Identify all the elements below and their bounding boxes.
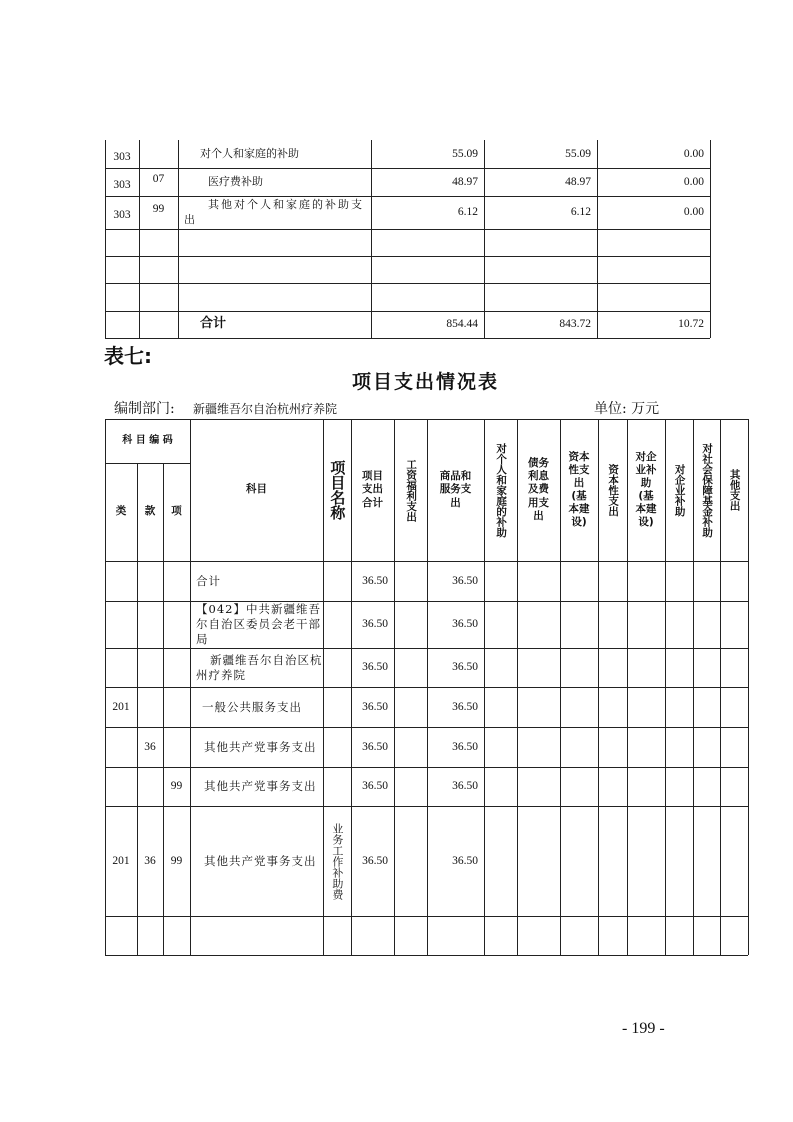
row-subject-text: 合计 bbox=[196, 573, 221, 588]
row-project-name-text: 业务工作补助费 bbox=[330, 822, 344, 900]
top-row-subject bbox=[178, 283, 371, 311]
header-goods bbox=[427, 419, 484, 561]
row-lei bbox=[105, 767, 137, 806]
row-lei bbox=[105, 916, 137, 955]
row-goods bbox=[427, 601, 484, 648]
row-kuan bbox=[137, 561, 163, 601]
row-project-name bbox=[323, 601, 351, 648]
top-total-value-text: 854.44 bbox=[446, 318, 478, 331]
header-lei bbox=[105, 463, 137, 561]
top-row-value bbox=[371, 283, 484, 311]
top-total-label bbox=[178, 311, 371, 338]
top-total-value-text: 10.72 bbox=[678, 318, 704, 331]
top-row-subject bbox=[178, 140, 371, 168]
top-row-value-text: 6.12 bbox=[457, 206, 478, 219]
row-goods bbox=[427, 916, 484, 955]
row-project-total bbox=[351, 648, 394, 687]
table-rule-horizontal bbox=[105, 955, 748, 956]
top-row-value bbox=[484, 140, 597, 168]
top-row-lei bbox=[105, 262, 139, 283]
row-project-name bbox=[323, 648, 351, 687]
row-kuan bbox=[137, 648, 163, 687]
row-goods bbox=[427, 806, 484, 916]
header-subject bbox=[190, 419, 323, 561]
row-kuan bbox=[137, 767, 163, 806]
header-enterprise-text: 对企业补助 bbox=[673, 463, 686, 517]
top-row-value bbox=[597, 168, 710, 196]
top-row-value bbox=[597, 140, 710, 168]
row-project-name bbox=[323, 561, 351, 601]
row-subject bbox=[190, 687, 323, 727]
row-subject-text: 其他共产党事务支出 bbox=[204, 739, 317, 754]
header-debt-text: 债务利息及费用支出 bbox=[527, 457, 549, 522]
top-row-value bbox=[484, 196, 597, 229]
row-project-name bbox=[323, 727, 351, 767]
row-subject bbox=[190, 767, 323, 806]
row-project-total bbox=[351, 601, 394, 648]
row-xiang bbox=[163, 561, 190, 601]
top-row-value bbox=[371, 196, 484, 229]
header-xiang-text: 项 bbox=[171, 505, 182, 518]
table-rule-vertical bbox=[748, 419, 749, 955]
row-xiang bbox=[163, 727, 190, 767]
row-goods-text: 36.50 bbox=[452, 661, 478, 674]
row-xiang bbox=[163, 687, 190, 727]
row-goods bbox=[427, 727, 484, 767]
top-row-kuan-text: 07 bbox=[152, 172, 165, 185]
top-row-value bbox=[371, 168, 484, 196]
top-row-lei-text: 303 bbox=[113, 209, 131, 222]
row-project-total-text: 36.50 bbox=[362, 700, 388, 713]
row-goods-text: 36.50 bbox=[452, 618, 478, 631]
header-salary-text: 工资福利支出 bbox=[405, 458, 418, 522]
table-rule-horizontal bbox=[105, 338, 710, 339]
top-row-subject bbox=[178, 229, 371, 256]
row-xiang bbox=[163, 806, 190, 916]
row-project-name bbox=[323, 916, 351, 955]
header-other-text: 其他支出 bbox=[728, 469, 741, 511]
row-kuan-text: 36 bbox=[144, 740, 156, 753]
row-project-total bbox=[351, 687, 394, 727]
row-lei bbox=[105, 648, 137, 687]
row-kuan bbox=[137, 806, 163, 916]
top-row-lei bbox=[105, 174, 139, 196]
top-row-kuan bbox=[139, 229, 178, 250]
top-row-subject bbox=[178, 256, 371, 283]
top-row-lei bbox=[105, 202, 139, 229]
row-kuan bbox=[137, 916, 163, 955]
top-row-value bbox=[371, 229, 484, 256]
row-project-total bbox=[351, 916, 394, 955]
row-project-total-text: 36.50 bbox=[362, 574, 388, 587]
header-goods-text: 商品和服务支出 bbox=[439, 470, 472, 509]
top-row-value bbox=[484, 168, 597, 196]
row-subject bbox=[190, 806, 323, 916]
top-row-lei-text: 303 bbox=[113, 150, 131, 163]
table-title: 项目支出情况表 bbox=[352, 371, 500, 393]
row-project-total-text: 36.50 bbox=[362, 618, 388, 631]
header-capital-base-text: 资本性支出(基本建设) bbox=[568, 450, 590, 529]
header-capital bbox=[598, 419, 627, 561]
row-subject bbox=[190, 648, 323, 687]
row-xiang bbox=[163, 916, 190, 955]
header-kuan-text: 款 bbox=[144, 505, 156, 518]
row-lei-text: 201 bbox=[112, 854, 130, 867]
row-goods-text: 36.50 bbox=[452, 700, 478, 713]
top-row-value bbox=[484, 256, 597, 283]
row-xiang-text: 99 bbox=[170, 854, 183, 867]
header-enterprise bbox=[665, 419, 693, 561]
header-social-text: 对社会保障基金补助 bbox=[701, 442, 714, 538]
header-code-group bbox=[105, 419, 190, 463]
top-row-value bbox=[371, 256, 484, 283]
row-lei bbox=[105, 561, 137, 601]
header-xiang bbox=[163, 463, 190, 561]
top-total-value bbox=[371, 311, 484, 338]
top-total-label-text: 合计 bbox=[200, 316, 227, 332]
top-row-value-text: 6.12 bbox=[570, 206, 591, 219]
row-subject-text: 其他共产党事务支出 bbox=[204, 779, 317, 794]
row-kuan bbox=[137, 687, 163, 727]
header-project-total-text: 项目支出合计 bbox=[361, 470, 383, 509]
row-lei bbox=[105, 727, 137, 767]
row-project-total-text: 36.50 bbox=[362, 780, 388, 793]
section-label: 表七: bbox=[104, 344, 152, 368]
dept-label: 编制部门: bbox=[114, 401, 175, 417]
top-total-value bbox=[597, 311, 710, 338]
header-subject-text: 科目 bbox=[246, 483, 267, 496]
row-goods bbox=[427, 767, 484, 806]
top-row-subject-text: 对个人和家庭的补助 bbox=[200, 146, 299, 160]
row-subject bbox=[190, 727, 323, 767]
row-project-total bbox=[351, 806, 394, 916]
row-project-total bbox=[351, 727, 394, 767]
row-subject-text: 一般公共服务支出 bbox=[202, 699, 302, 714]
header-enterprise-base-text: 对企业补助(基本建设) bbox=[635, 450, 657, 529]
unit-label: 单位: 万元 bbox=[594, 401, 660, 417]
row-subject bbox=[190, 561, 323, 601]
row-goods-text: 36.50 bbox=[452, 740, 478, 753]
top-row-lei bbox=[105, 289, 139, 311]
top-row-value-text: 55.09 bbox=[452, 147, 478, 160]
row-subject-text: 【042】中共新疆维吾尔自治区委员会老干部局 bbox=[196, 602, 321, 646]
top-row-kuan-text: 99 bbox=[152, 203, 165, 216]
header-lei-text: 类 bbox=[115, 505, 127, 518]
row-goods bbox=[427, 648, 484, 687]
top-row-kuan bbox=[139, 283, 178, 305]
row-kuan-text: 36 bbox=[144, 854, 156, 867]
header-code-group-text: 科 目 编 码 bbox=[122, 434, 173, 446]
top-row-value-text: 55.09 bbox=[565, 147, 591, 160]
header-social bbox=[693, 419, 720, 561]
top-row-value-text: 0.00 bbox=[683, 147, 704, 160]
row-project-total bbox=[351, 561, 394, 601]
header-other bbox=[720, 419, 748, 561]
row-xiang-text: 99 bbox=[170, 780, 183, 793]
top-row-value bbox=[597, 196, 710, 229]
row-project-name bbox=[323, 767, 351, 806]
row-xiang bbox=[163, 767, 190, 806]
top-row-kuan bbox=[139, 196, 178, 223]
top-row-value-text: 48.97 bbox=[452, 175, 478, 188]
header-kuan bbox=[137, 463, 163, 561]
top-row-subject-text: 其他对个人和家庭的补助支出 bbox=[184, 198, 364, 226]
row-project-total-text: 36.50 bbox=[362, 740, 388, 753]
top-row-value bbox=[484, 229, 597, 256]
header-debt bbox=[517, 419, 560, 561]
top-row-subject bbox=[178, 196, 371, 229]
row-goods-text: 36.50 bbox=[452, 854, 478, 867]
top-row-subject bbox=[178, 168, 371, 196]
top-row-value-text: 48.97 bbox=[565, 175, 591, 188]
row-xiang bbox=[163, 648, 190, 687]
top-row-value bbox=[597, 256, 710, 283]
top-row-kuan bbox=[139, 256, 178, 277]
row-project-total-text: 36.50 bbox=[362, 661, 388, 674]
header-project-name-text: 项目名称 bbox=[328, 460, 347, 520]
row-project-total-text: 36.50 bbox=[362, 854, 388, 867]
row-lei bbox=[105, 601, 137, 648]
top-total-value bbox=[484, 311, 597, 338]
row-goods bbox=[427, 687, 484, 727]
row-subject bbox=[190, 916, 323, 955]
dept-name: 新疆维吾尔自治杭州疗养院 bbox=[193, 402, 338, 416]
row-xiang bbox=[163, 601, 190, 648]
row-goods-text: 36.50 bbox=[452, 780, 478, 793]
row-goods-text: 36.50 bbox=[452, 574, 478, 587]
header-project-name bbox=[323, 419, 351, 561]
top-row-value-text: 0.00 bbox=[683, 175, 704, 188]
header-individual bbox=[484, 419, 517, 561]
row-lei-text: 201 bbox=[112, 700, 130, 713]
top-row-subject-text: 医疗费补助 bbox=[208, 174, 263, 188]
header-enterprise-base bbox=[627, 419, 665, 561]
top-row-value-text: 0.00 bbox=[683, 206, 704, 219]
top-row-value bbox=[371, 140, 484, 168]
row-subject bbox=[190, 601, 323, 648]
top-row-lei-text: 303 bbox=[113, 178, 131, 191]
header-capital-text: 资本性支出 bbox=[607, 463, 620, 517]
header-project-total bbox=[351, 419, 394, 561]
row-project-total bbox=[351, 767, 394, 806]
page-number: - 199 - bbox=[622, 1020, 665, 1037]
row-subject-text: 新疆维吾尔自治区杭州疗养院 bbox=[196, 652, 323, 682]
row-lei bbox=[105, 806, 137, 916]
top-row-value bbox=[484, 283, 597, 311]
top-total-value-text: 843.72 bbox=[559, 318, 591, 331]
row-goods bbox=[427, 561, 484, 601]
table-rule-vertical bbox=[710, 140, 711, 338]
top-row-lei bbox=[105, 235, 139, 256]
header-individual-text: 对个人和家庭的补助 bbox=[495, 442, 508, 538]
row-subject-text: 其他共产党事务支出 bbox=[204, 853, 317, 868]
row-kuan bbox=[137, 727, 163, 767]
top-row-kuan bbox=[139, 140, 178, 162]
header-salary bbox=[394, 419, 427, 561]
row-project-name bbox=[323, 687, 351, 727]
top-row-value bbox=[597, 229, 710, 256]
row-kuan bbox=[137, 601, 163, 648]
header-capital-base bbox=[560, 419, 598, 561]
top-row-kuan bbox=[139, 168, 178, 190]
top-row-lei bbox=[105, 146, 139, 168]
row-project-name bbox=[323, 806, 351, 916]
row-lei bbox=[105, 687, 137, 727]
top-row-value bbox=[597, 283, 710, 311]
